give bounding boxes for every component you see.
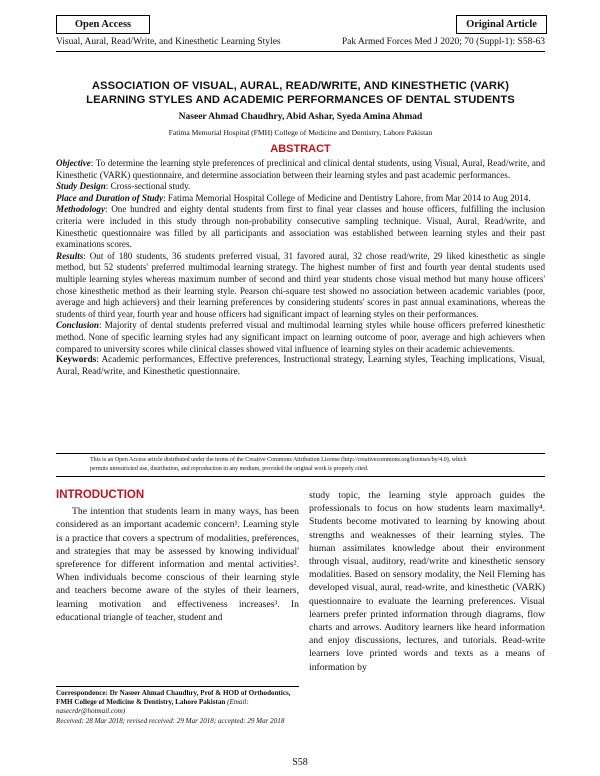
right-column bbox=[309, 489, 545, 674]
original-article-tag: Original Article bbox=[456, 15, 547, 34]
correspondence-email: (Email: nasecrdr@hotmail.com) bbox=[56, 698, 249, 716]
abstract-conclusion bbox=[56, 320, 545, 355]
open-access-tag: Open Access bbox=[56, 15, 150, 34]
conclusion-text: : Majority of dental students preferred visual and multimodal learning styles while house officers preferred kinesthetic method. None of specific learning styles had any significant impact on learning outcome of poor, average and high achievers when compared to university scores while clinical classes showed vital influence of learning styles on their academic achievements. bbox=[56, 320, 545, 354]
page-number: S58 bbox=[292, 757, 308, 768]
keywords-label: Keywords bbox=[56, 355, 97, 366]
author-list: Naseer Ahmad Chaudhry, Abid Ashar, Syeda Amina Ahmad bbox=[178, 112, 423, 122]
license-line-2: permits unrestricted use, distribution, and reproduction in any medium, provided the original work is properly cited. bbox=[90, 466, 369, 472]
place-text: : Fatima Memorial Hospital College of Medicine and Dentistry Lahore, from Mar 2014 to Aug 2014. bbox=[163, 192, 531, 203]
correspondence-footnote bbox=[56, 689, 299, 726]
results-text: : Out of 180 students, 36 students preferred visual, 31 favored aural, 32 chose read/write, 29 liked kinesthetic as single method, but 52 students' preferred multimodal learning strategy. The highest number of first and fourth year dental students used multiple learning styles whereas maximum number of second and third year students chose visual method but many house officers' chose kinesthetic method as their learning style. Pearson chi-square test showed no association between academic variables (poor, average and high achievers) and their learning preferences by considering students' scores in past annual examinations, whereas the students of third year, fourth year and house officers had significant impact of learning styles on their performances. bbox=[56, 250, 545, 319]
design-text: : Cross-sectional study. bbox=[105, 181, 191, 192]
methodology-label: Methodology bbox=[56, 204, 106, 215]
footnote-rule bbox=[56, 686, 299, 687]
journal-citation: Pak Armed Forces Med J 2020; 70 (Suppl-1): S58-63 bbox=[341, 37, 545, 47]
abstract-results bbox=[56, 251, 545, 321]
abstract-place bbox=[56, 193, 545, 205]
license-rule-bottom bbox=[56, 476, 545, 477]
results-label: Results bbox=[56, 250, 84, 261]
title-line-1: ASSOCIATION OF VISUAL, AURAL, READ/WRITE, AND KINESTHETIC (VARK) bbox=[91, 80, 510, 92]
place-label: Place and Duration of Study bbox=[56, 192, 164, 203]
introduction-heading: INTRODUCTION bbox=[56, 489, 145, 501]
license-rule-top bbox=[56, 453, 545, 454]
intro-paragraph-right: study topic, the learning style approach guides the professionals to focus on how students learn maximally⁴. Students become motivated to learning by knowing about strengths and weaknesses of their learning styles. The human assimilates knowledge about their environment through visual, auditory, read/write and kinesthetic sensory modalities. Based on sensory modality, the Neil Fleming has developed visual, aural, read-write, and kinesthetic (VARK) questionnaire to evaluate the learning preferences. Visual learners prefer printed information through diagrams, flow charts and arrows. Auditory learners like heard information and enjoy discussions, lectures, and tutorials. Read-write learners love printed words and texts as a means of information by bbox=[309, 490, 545, 673]
submission-dates: Received: 28 Mar 2018; revised received: 29 Mar 2018; accepted: 29 Mar 2018 bbox=[56, 716, 285, 725]
abstract-design bbox=[56, 181, 545, 193]
objective-label: Objective bbox=[56, 158, 91, 168]
running-title: Visual, Aural, Read/Write, and Kinesthetic Learning Styles bbox=[56, 37, 281, 47]
article-title bbox=[56, 79, 545, 107]
abstract-keywords bbox=[56, 355, 545, 378]
header-rule bbox=[56, 51, 545, 52]
abstract-objective bbox=[56, 158, 545, 181]
license-line-1: This is an Open Access article distributed under the terms of the Creative Commons Attribution License (http://creativecommons.org/licenses/by/4.0), which bbox=[90, 457, 467, 463]
left-column bbox=[56, 489, 299, 624]
intro-paragraph-left: The intention that students learn in many ways, has been considered as an important academic concern¹. Learning style is a practice that covers a spectrum of modalities, preferences, and strategies that may be assessed by knowing individual' spreference for different information and mental activities². When individuals become conscious of their learning style and teachers become aware of the styles of their learners, learning motivation and effectiveness increases³. In educational triangle of teacher, student and bbox=[56, 506, 299, 623]
abstract-methodology bbox=[56, 204, 545, 250]
title-line-2: LEARNING STYLES AND ACADEMIC PERFORMANCES OF DENTAL STUDENTS bbox=[86, 94, 515, 106]
keywords-text: : Academic performances, Effective preferences, Instructional strategy, Learning styles, Teaching implications, Visual, Aural, Read/write, and Kinesthetic questionnaire. bbox=[56, 355, 545, 377]
objective-text: : To determine the learning style preferences of preclinical and clinical dental students, using Visual, Aural, Read/write, and Kinesthetic (VARK) questionnaire, and determine association between their learning styles and past academic performances. bbox=[56, 158, 545, 180]
affiliation: Fatima Memorial Hospital (FMH) College of Medicine and Dentistry, Lahore Pakistan bbox=[168, 128, 433, 137]
correspondence-text: Correspondence: Dr Naseer Ahmad Chaudhry, Prof & HOD of Orthodontics, FMH College of Medicine & Dentistry, Lahore Pakistan bbox=[56, 689, 291, 707]
license-notice bbox=[90, 456, 550, 474]
abstract-heading: ABSTRACT bbox=[270, 143, 331, 155]
methodology-text: : One hundred and eighty dental students from first to final year classes and house officers, fulfilling the inclusion criteria were included in this study through non-probability consecutive sampling technique. Visual, Aural, Read/write, and Kinesthetic questionnaire was filled by all participants and association was established between learning styles and their past examinations scores. bbox=[56, 204, 545, 250]
conclusion-label: Conclusion bbox=[56, 320, 99, 331]
design-label: Study Design bbox=[56, 181, 106, 192]
abstract-body bbox=[56, 158, 545, 378]
